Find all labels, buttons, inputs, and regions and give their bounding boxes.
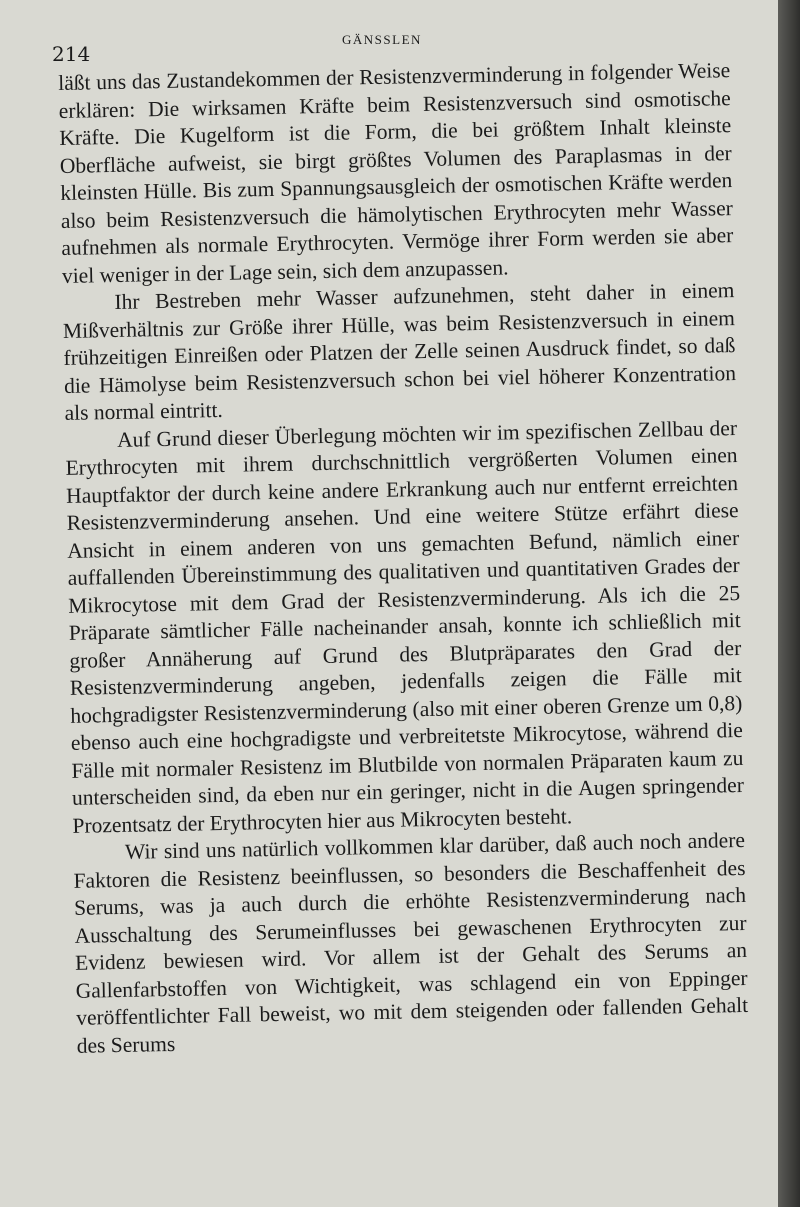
paragraph-1: läßt uns das Zustandekommen der Resistenzverminderung in folgender Weise erklären: Die wirksamen Kräfte beim Resistenzversuch sind osmotische Kräfte. Die Kugelform ist die Form, die bei größtem Inhalt kleinste Oberfläche aufweist, sie birgt größtes Volumen des Paraplasmas in der kleinsten Hülle. Bis zum Spannungsausgleich der osmotischen Kräfte werden also beim Resistenzversuch die hämolytischen Erythrocyten mehr Wasser aufnehmen als normale Erythrocyten. Vermöge ihrer Form werden sie aber viel weniger in der Lage sein, sich dem anzupassen. [58, 58, 734, 288]
paragraph-3: Auf Grund dieser Überlegung möchten wir im spezifischen Zellbau der Erythrocyten mit ihrem durchschnittlich vergrößerten Volumen einen Hauptfaktor der durch keine andere Erkrankung auch nur entfernt erreichten Resistenzverminderung ansehen. Und eine weitere Stütze erfährt diese Ansicht in einem anderen von uns gemachten Befund, nämlich einer auffallenden Übereinstimmung des qualitativen und quantitativen Grades der Mikrocytose mit dem Grad der Resistenzverminderung. Als ich die 25 Präparate sämtlicher Fälle nacheinander ansah, konnte ich schließlich mit großer Annäherung auf Grund des Blutpräparates den Grad der Resistenzverminderung angeben, jedenfalls zeigen die Fälle mit hochgradigster Resistenzverminderung (also mit einer oberen Grenze um 0,8) ebenso auch eine hochgradigste und verbreitetste Mikrocytose, während die Fälle mit normaler Resistenz im Blutbilde von normalen Präparaten kaum zu unterscheiden sind, da eben nur ein geringer, nicht in die Augen springender Prozentsatz der Erythrocyten hier aus Mikrocyten besteht. [65, 415, 745, 838]
page-edge-shadow [778, 0, 800, 1207]
body-text [58, 57, 749, 1060]
paragraph-4: Wir sind uns natürlich vollkommen klar darüber, daß auch noch andere Faktoren die Resistenz beeinflussen, so besonders die Beschaffenheit des Serums, was ja auch durch die erhöhte Resistenzverminderung nach Ausschaltung des Serumeinflusses bei gewaschenen Erythrocyten zur Evidenz bewiesen wird. Vor allem ist der Gehalt des Serums an Gallenfarbstoffen von Wichtigkeit, was schlagend ein von Eppinger veröffentlichter Fall beweist, wo mit dem steigenden oder fallenden Gehalt des Serums [73, 827, 749, 1058]
paragraph-2: Ihr Bestreben mehr Wasser aufzunehmen, steht daher in einem Mißverhältnis zur Größe ihrer Hülle, was beim Resistenzversuch in einem frühzeitigen Einreißen oder Platzen der Zelle seinen Ausdruck findet, so daß die Hämolyse beim Resistenzversuch schon bei viel höherer Konzentration als normal eintritt. [62, 278, 737, 425]
page-number: 214 [52, 42, 91, 66]
running-title: GÄNSSLEN [342, 32, 422, 47]
running-head [52, 32, 722, 66]
